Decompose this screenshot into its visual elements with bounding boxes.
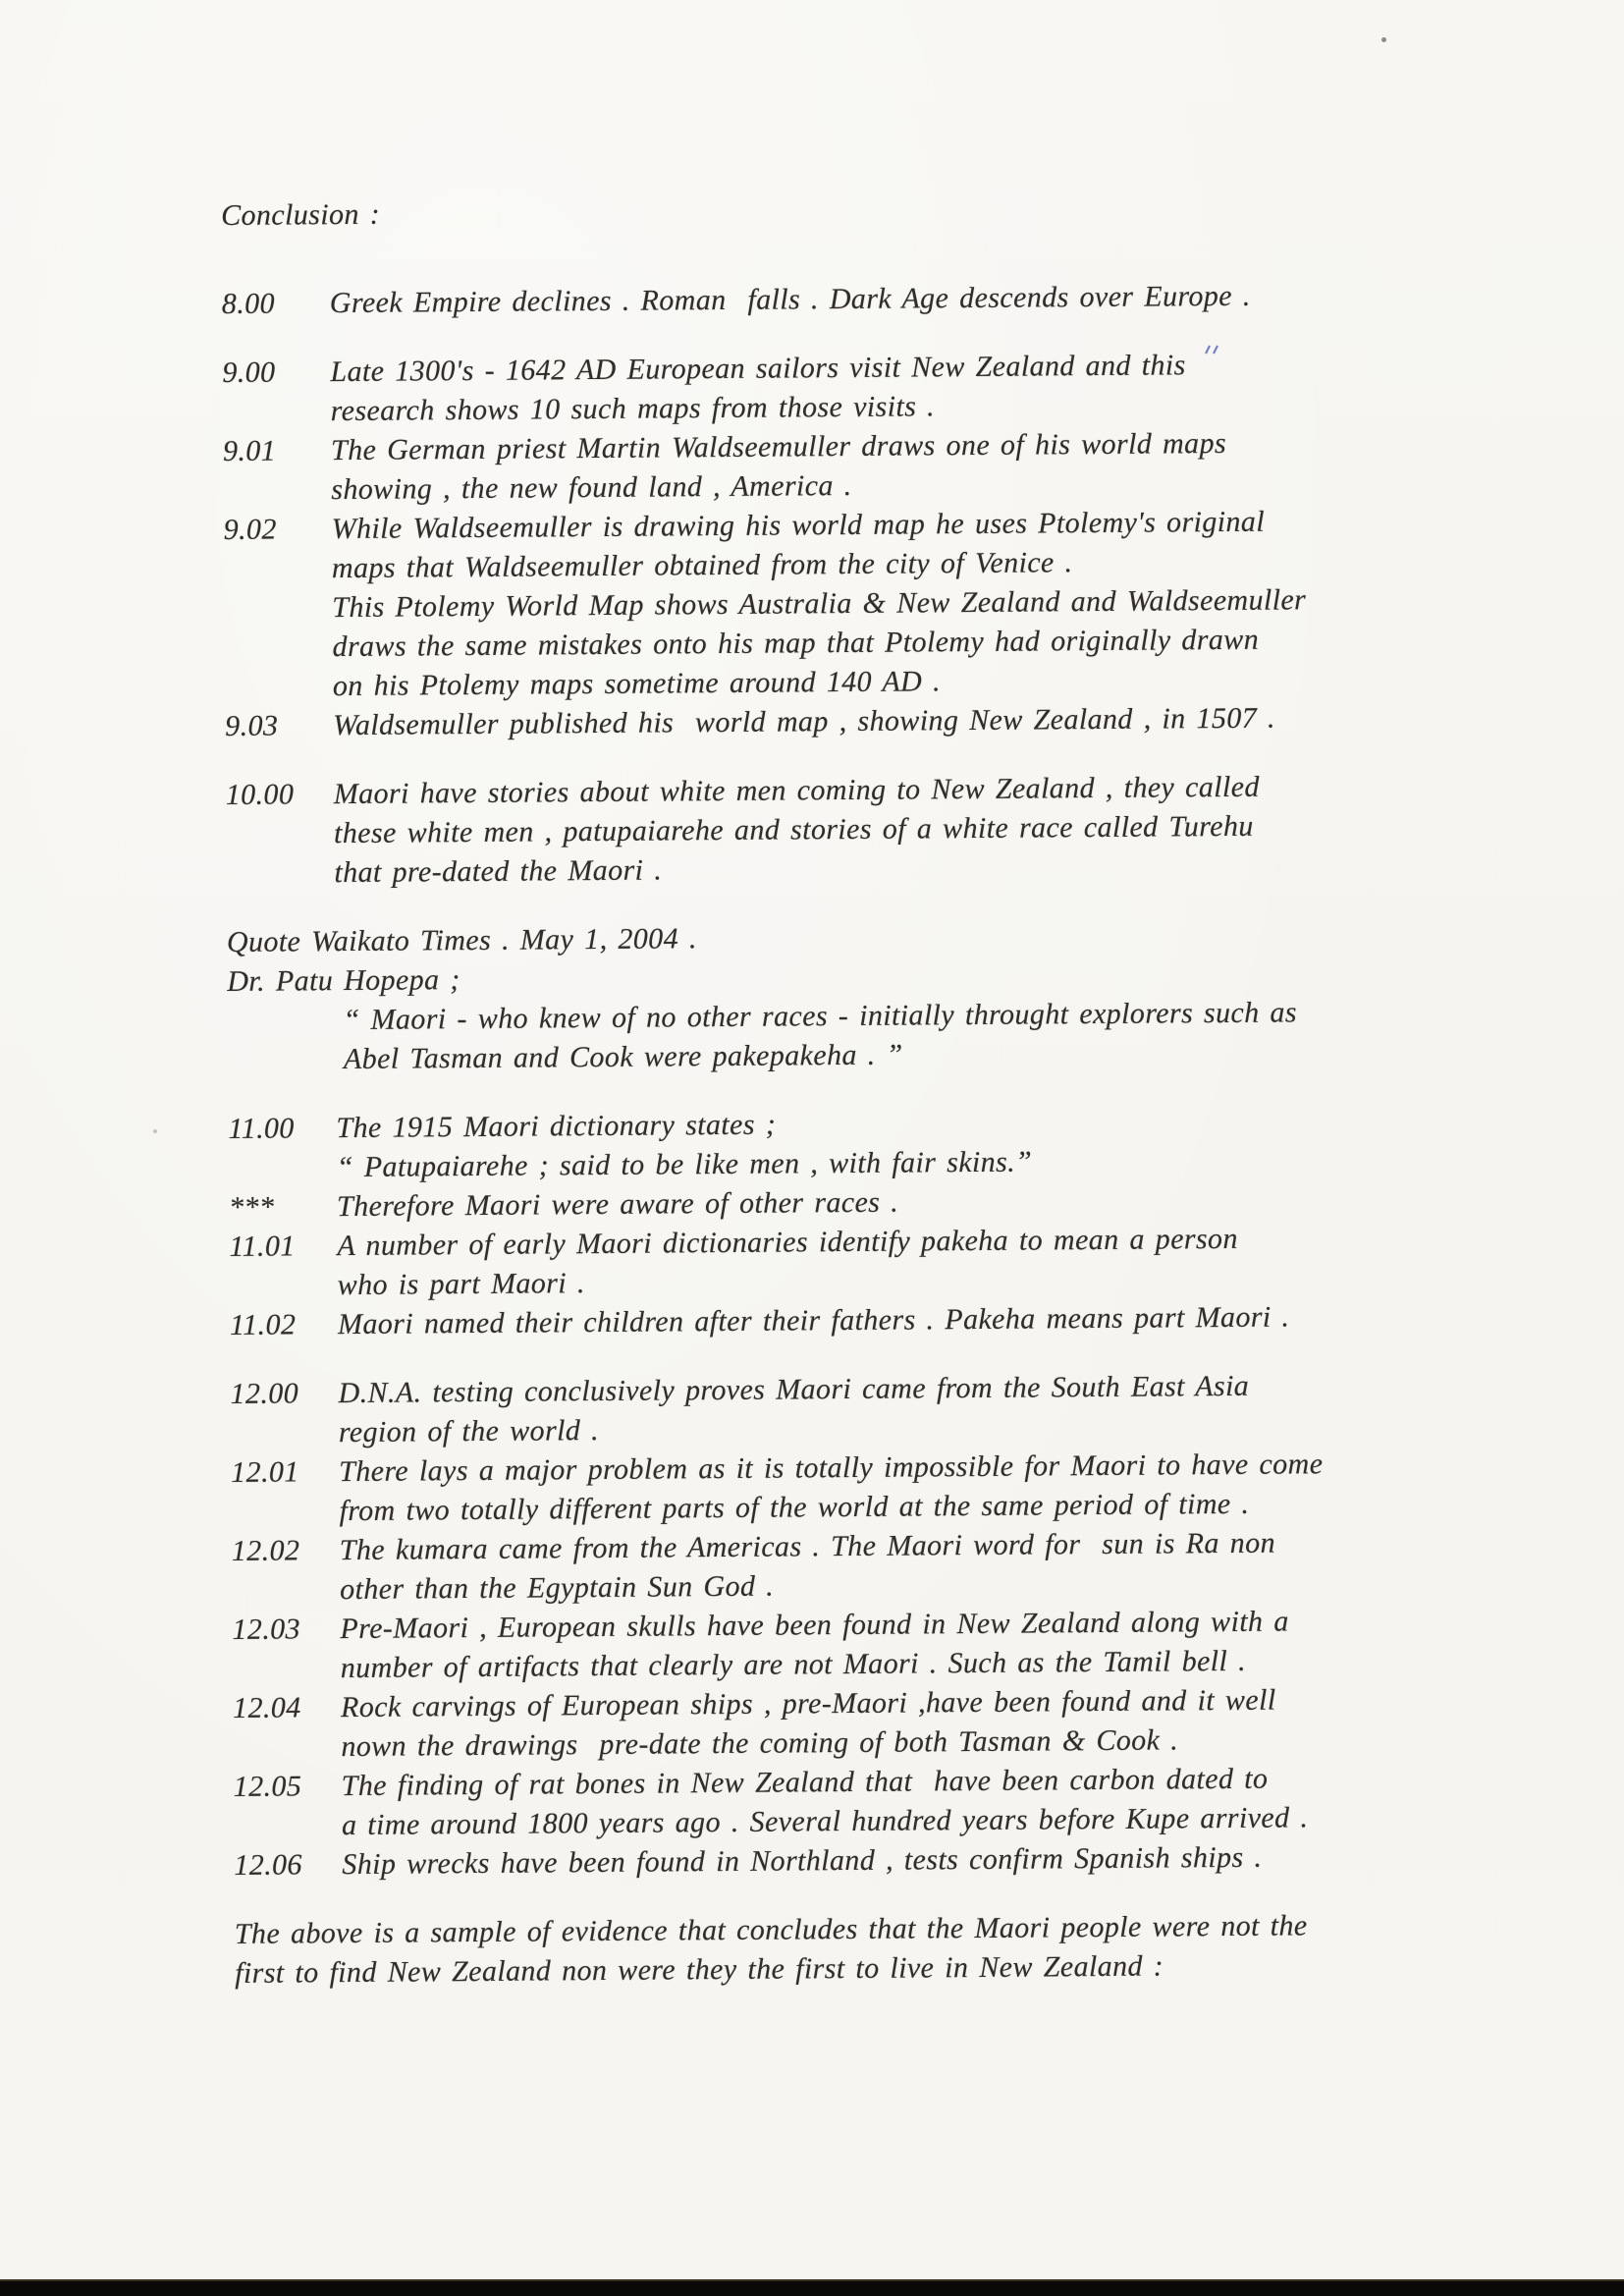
text-line: Quote Waikato Times . May 1, 2004 . — [226, 922, 697, 958]
text-line: The 1915 Maori dictionary states ; — [336, 1108, 777, 1145]
text-line: The above is a sample of evidence that concludes that the Maori people were not the — [234, 1909, 1308, 1950]
list-item-11-00 — [228, 1100, 1466, 1188]
item-number: 9.00 — [222, 355, 276, 389]
list-item-8-00 — [222, 275, 1459, 324]
item-number: 8.00 — [221, 287, 276, 320]
item-number: 9.03 — [225, 709, 279, 742]
item-text — [342, 1836, 1471, 1885]
dust-speck — [1381, 37, 1386, 42]
item-number: 9.02 — [223, 513, 277, 546]
closing-paragraph — [235, 1905, 1473, 1994]
item-text — [338, 1296, 1467, 1344]
item-text — [340, 1522, 1470, 1610]
text-line: Greek Empire declines . Roman falls . Dark Age descends over Europe . — [329, 279, 1251, 320]
item-number: 12.03 — [232, 1613, 301, 1646]
text-line: showing , the new found land , America . — [331, 468, 852, 507]
text-line: draws the same mistakes onto his map that Ptolemy had originally drawn — [332, 623, 1260, 664]
text-line: region of the world . — [338, 1414, 600, 1449]
text-line: D.N.A. testing conclusively proves Maori came from the South East Asia — [338, 1369, 1250, 1410]
item-text — [340, 1601, 1470, 1688]
list-item-12-00 — [230, 1365, 1468, 1453]
item-number: 12.01 — [231, 1455, 299, 1489]
text-line: “ Patupaiarehe ; said to be like men , with fair skins.” — [336, 1145, 1033, 1184]
item-text — [338, 1365, 1468, 1452]
text-line: number of artifacts that clearly are not Maori . Such as the Tamil bell . — [340, 1644, 1247, 1685]
text-line: on his Ptolemy maps sometime around 140 AD . — [332, 665, 942, 703]
text-line: The finding of rat bones in New Zealand that have been carbon dated to — [341, 1762, 1269, 1803]
item-number: 12.06 — [234, 1848, 302, 1882]
list-item-9-00 — [222, 344, 1460, 432]
item-text — [330, 275, 1459, 323]
text-line: The kumara came from the Americas . The Maori word for sun is Ra non — [339, 1526, 1276, 1567]
item-text — [331, 422, 1461, 510]
item-number: 12.04 — [232, 1691, 301, 1724]
item-text — [337, 1218, 1467, 1305]
text-line: first to find New Zealand non were they the first to live in New Zealand : — [235, 1949, 1164, 1990]
item-number: 12.00 — [230, 1377, 299, 1410]
item-number: 12.02 — [231, 1534, 300, 1567]
list-item-10-00 — [226, 766, 1464, 894]
text-line: Late 1300's - 1642 AD European sailors visit New Zealand and this — [330, 349, 1186, 389]
text-line: A number of early Maori dictionaries identify pakeha to mean a person — [337, 1222, 1238, 1263]
text-line: Maori named their children after their fathers . Pakeha means part Maori . — [337, 1300, 1290, 1341]
text-line: these white men , patupaiarehe and stories of a white race called Turehu — [333, 809, 1254, 850]
item-number: 11.01 — [229, 1230, 296, 1263]
item-text — [336, 1100, 1466, 1187]
item-text — [333, 697, 1462, 745]
heading-text: Conclusion : — [221, 197, 381, 232]
text-line: maps that Waldseemuller obtained from the city of Venice . — [331, 546, 1073, 585]
text-line: Abel Tasman and Cook were pakepakeha . ” — [343, 1038, 903, 1076]
text-line: Maori have stories about white men coming to New Zealand , they called — [333, 770, 1260, 811]
section-heading — [221, 187, 1458, 236]
scanner-edge-bar — [0, 2279, 1624, 2296]
document-body — [221, 187, 1472, 1994]
item-number: 11.00 — [228, 1112, 295, 1145]
ink-mark — [1203, 344, 1222, 355]
dust-speck — [153, 1129, 157, 1133]
item-number: 10.00 — [225, 778, 295, 811]
list-item-12-04 — [233, 1679, 1471, 1768]
text-line: other than the Egyptain Sun God . — [340, 1569, 775, 1607]
item-number: 12.05 — [233, 1770, 302, 1803]
item-text — [341, 1679, 1471, 1767]
item-text — [342, 1758, 1472, 1845]
item-number: 9.01 — [222, 434, 277, 467]
list-item-12-05 — [234, 1758, 1472, 1846]
list-item-12-02 — [232, 1522, 1470, 1611]
text-line: This Ptolemy World Map shows Australia & New Zealand and Waldseemuller — [332, 583, 1307, 625]
list-item-9-01 — [223, 422, 1461, 511]
list-item-12-03 — [232, 1601, 1470, 1689]
item-text — [332, 501, 1463, 706]
text-line: from two totally different parts of the world at the same period of time . — [339, 1487, 1250, 1528]
text-line: Therefore Maori were aware of other races . — [336, 1185, 899, 1224]
list-item-11-02 — [230, 1296, 1467, 1345]
item-number: *** — [228, 1190, 275, 1224]
list-item-9-02 — [224, 501, 1463, 707]
list-item-12-01 — [231, 1444, 1469, 1532]
item-text — [330, 344, 1460, 431]
text-line: a time around 1800 years ago . Several hundred years before Kupe arrived . — [341, 1801, 1309, 1842]
text-line: Waldsemuller published his world map , showing New Zealand , in 1507 . — [333, 701, 1276, 742]
item-number: 11.02 — [229, 1308, 297, 1341]
item-text — [334, 766, 1464, 893]
text-line: who is part Maori . — [337, 1267, 585, 1302]
text-line: nown the drawings pre-date the coming of both Tasman & Cook . — [341, 1723, 1179, 1764]
text-line: Dr. Patu Hopepa ; — [227, 963, 460, 998]
text-line: There lays a major problem as it is totally impossible for Maori to have come — [339, 1448, 1324, 1489]
text-line: “ Maori - who knew of no other races - initially throught explorers such as — [343, 996, 1298, 1037]
text-line: Ship wrecks have been found in Northland , tests confirm Spanish ships . — [342, 1840, 1263, 1882]
text-line: Pre-Maori , European skulls have been found in New Zealand along with a — [340, 1605, 1289, 1646]
text-line: Rock carvings of European ships , pre-Maori ,have been found and it well — [340, 1683, 1276, 1724]
text-line: that pre-dated the Maori . — [334, 853, 663, 890]
text-line: The German priest Martin Waldseemuller draws one of his world maps — [330, 426, 1227, 467]
list-item-12-06 — [234, 1836, 1471, 1886]
quotation — [227, 992, 1465, 1080]
text-line: While Waldseemuller is drawing his world map he uses Ptolemy's original — [331, 505, 1266, 546]
list-item-9-03 — [225, 697, 1462, 746]
text-line: research shows 10 such maps from those visits . — [330, 390, 936, 428]
item-text — [339, 1444, 1469, 1531]
list-item-11-01 — [229, 1218, 1467, 1306]
